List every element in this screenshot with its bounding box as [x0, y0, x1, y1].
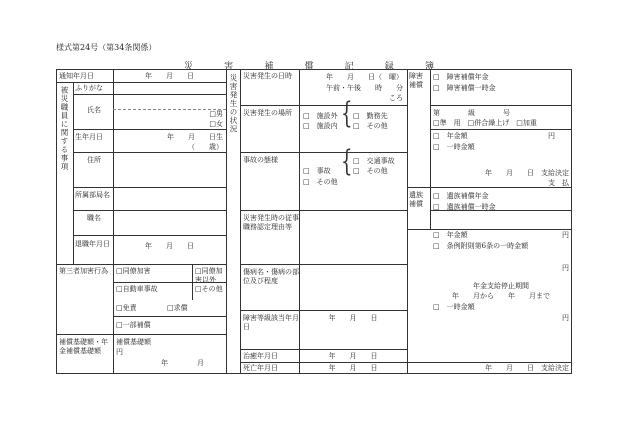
- tp-non-colleague[interactable]: □同僚加害以外: [195, 267, 223, 284]
- base-yen: 円: [116, 348, 123, 356]
- sur-lump[interactable]: □ 遺族補償一時金: [433, 203, 496, 211]
- dis-payment: 支 払: [548, 179, 569, 187]
- title-char: 記: [344, 62, 354, 72]
- suspend-label: 年金支給停止期間: [473, 282, 529, 290]
- tp-other[interactable]: □その他: [195, 285, 223, 293]
- grade-number: 第 級 号: [433, 109, 510, 117]
- dept-label: 所属部局名: [75, 191, 110, 199]
- occurrence-section-label: 災害発生の状況: [229, 74, 238, 134]
- title-char: 録: [384, 62, 394, 72]
- dis-annuity-yen: 円: [548, 132, 555, 140]
- retire-value: 年 月 日: [145, 242, 194, 250]
- tp-claim[interactable]: □求償: [167, 304, 188, 312]
- victim-section-label: 被災職員に関する事項: [60, 86, 69, 171]
- dis-lump[interactable]: □ 障害補償一時金: [433, 84, 496, 92]
- notice-date-label: 通知年月日: [59, 72, 94, 80]
- title-char: 災: [184, 62, 194, 72]
- sur-annuity-amount[interactable]: □ 年金額: [433, 231, 468, 239]
- record-table: 通知年月日 年 月 日 被災職員に関する事項 ふりがな 氏名 □男 □女 生年月日 年 月 日生 （ 歳） 住所 所属部局名 職名 退職年月日 年 月 日 第三者加害行為 □同僚加害 □同僚加害以外 □自動車事故 □その他 □免責 □求償 □一部補償 補償基礎額・年金補償基礎額 補償基礎額 円 年 月 災害発生の状況 災害発生の日時 年 月 日（ 曜） 午前・午後 時 分 ころ 災害発生の場所 □ 施設外 □ 施設内 { □ 勤務先 □ その他 事故の態様 { □ 交通事故 □ 事故 □ その他 □ その他 災害発生時の従事職務認定理由等 傷病名・傷病の部位及び程度 障害等級該当年月日 年 月 日 治癒年月日 年 月 日 死亡年月日 年 月 日 障害補償 □ 障害補償年金 □ 障害補償一時金 第 級 号 □準 用 □併合繰上げ □加重 □ 年金額 円 □ 一時金額 年 月 日 支給決定 支 払 遺族補償 □ 遺族補償年金 □ 遺族補償一時金 □ 年金額 円 □ 条例附則第6条の一時金額 円 年金支給停止期間 年 月から 年 月まで □ 一時金額 円 年 月 日 支給決定: [56, 69, 572, 374]
- title-char: 補: [264, 62, 274, 72]
- name-label: 氏名: [87, 106, 101, 114]
- occur-approx: ころ: [389, 94, 403, 102]
- base-month: 月: [197, 359, 204, 367]
- injury-label: 傷病名・傷病の部位及び程度: [243, 268, 299, 285]
- male-checkbox[interactable]: □男: [209, 110, 223, 118]
- place-label: 災害発生の場所: [243, 109, 292, 117]
- base-amount-label: 補償基礎額・年金補償基礎額: [59, 338, 108, 355]
- acc-other-b[interactable]: □ その他: [303, 178, 338, 186]
- death-date-value: 年 月 日: [328, 364, 378, 372]
- tp-exempt[interactable]: □免責: [116, 304, 137, 312]
- sur-pay-decision: 年 月 日 支給決定: [485, 364, 569, 372]
- title-char: 簿: [424, 62, 434, 72]
- grade-flags[interactable]: □準 用 □併合繰上げ □加重: [433, 119, 537, 127]
- suspend-period: 年 月から 年 月まで: [452, 292, 550, 300]
- sur-annuity-yen: 円: [562, 231, 569, 239]
- sur-lump-article6[interactable]: □ 条例附則第6条の一時金額: [433, 242, 529, 250]
- dis-annuity[interactable]: □ 障害補償年金: [433, 73, 489, 81]
- place-outside[interactable]: □ 施設外: [303, 112, 338, 120]
- dob-label: 生年月日: [75, 133, 103, 141]
- disability-label: 障害補償: [409, 72, 423, 89]
- notice-date-value: 年 月 日: [145, 72, 194, 80]
- retire-label: 退職年月日: [75, 240, 110, 248]
- tp-car[interactable]: □自動車事故: [116, 285, 158, 293]
- survivor-label: 遺族補償: [409, 191, 423, 208]
- dis-lump-amount[interactable]: □ 一時金額: [433, 143, 475, 151]
- duty-label: 災害発生時の従事職務認定理由等: [243, 214, 299, 231]
- base-amount-field: 補償基礎額: [116, 338, 151, 346]
- occur-time: 午前・午後 時 分: [326, 84, 403, 92]
- furigana-label: ふりがな: [75, 84, 103, 92]
- acc-traffic[interactable]: □ 交通事故: [353, 157, 395, 165]
- sur-lump6-yen: 円: [562, 264, 569, 272]
- title-char: 償: [304, 62, 314, 72]
- occur-datetime-label: 災害発生の日時: [243, 72, 292, 80]
- tp-colleague[interactable]: □同僚加害: [116, 267, 151, 275]
- sur-lump-amount[interactable]: □ 一時金額: [433, 303, 475, 311]
- dob-value: 年 月 日生: [167, 133, 223, 141]
- occur-date: 年 月 日（ 曜）: [326, 73, 403, 81]
- place-other[interactable]: □ その他: [353, 122, 388, 130]
- title-char: 害: [224, 62, 234, 72]
- sur-annuity[interactable]: □ 遺族補償年金: [433, 192, 489, 200]
- grade-date-value: 年 月 日: [328, 314, 378, 322]
- form-number: 様式第24号（第34条関係）: [56, 43, 157, 52]
- age-value: （ 歳）: [188, 143, 223, 151]
- base-year: 年: [161, 359, 168, 367]
- tp-partial[interactable]: □一部補償: [116, 321, 151, 329]
- death-date-label: 死亡年月日: [243, 364, 278, 372]
- female-checkbox[interactable]: □女: [209, 120, 223, 128]
- sur-lump-yen: 円: [562, 314, 569, 322]
- address-label: 住所: [87, 156, 101, 164]
- grade-date-label: 障害等級該当年月日: [243, 314, 299, 331]
- place-inside[interactable]: □ 施設内: [303, 122, 338, 130]
- accident-type-label: 事故の態様: [243, 156, 278, 164]
- third-party-label: 第三者加害行為: [59, 267, 108, 275]
- position-label: 職名: [87, 214, 101, 222]
- dis-pay-decision: 年 月 日 支給決定: [485, 169, 569, 177]
- acc-accident[interactable]: □ 事故: [303, 167, 331, 175]
- cure-date-value: 年 月 日: [328, 352, 378, 360]
- acc-other-a[interactable]: □ その他: [353, 167, 388, 175]
- cure-date-label: 治癒年月日: [243, 352, 278, 360]
- dis-annuity-amount[interactable]: □ 年金額: [433, 132, 468, 140]
- place-workplace[interactable]: □ 勤務先: [353, 112, 388, 120]
